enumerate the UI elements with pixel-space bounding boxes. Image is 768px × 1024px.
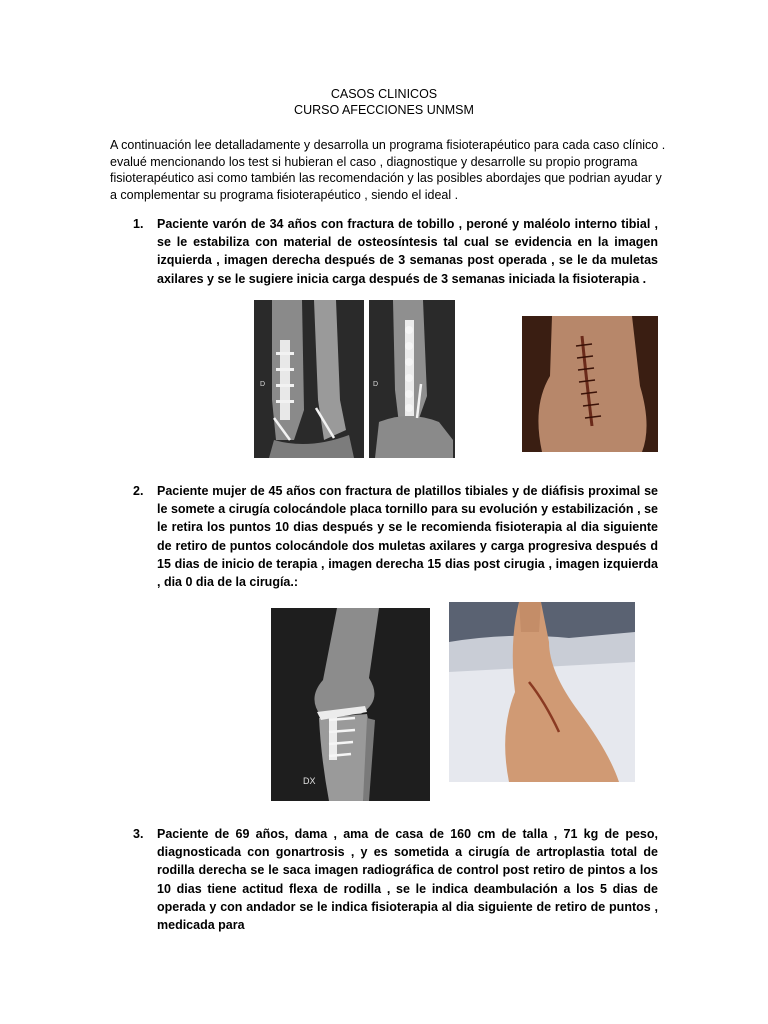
case-3 xyxy=(133,825,658,934)
xray-marker-label: D xyxy=(373,381,379,388)
ankle-xray-lateral-image xyxy=(369,300,455,458)
ankle-scar-photo xyxy=(522,316,658,452)
case-text: Paciente varón de 34 años con fractura de tobillo , peroné y maléolo interno tibial , se le estabiliza con material de osteosíntesis tal cual se evidencia en la imagen izquierda , imagen derecha después de 3 semanas post operada , se le da muletas axilares y se le sugiere inicia carga después de 3 semanas iniciada la fisioterapia . xyxy=(157,217,658,286)
case-number: 2. xyxy=(133,484,144,498)
case-1 xyxy=(133,215,658,288)
document-subtitle: CURSO AFECCIONES UNMSM xyxy=(294,103,474,117)
case-number: 1. xyxy=(133,217,144,231)
intro-paragraph: A continuación lee detalladamente y desarrolla un programa fisioterapéutico para cada caso clínico . evalué mencionando los test si hubieran el caso , diagnostique y desarrolle su propio programa fisioterapéutico asi como también las recomendación y las posibles abordajes que podrian ayudar y a complementar su programa fisioterapéutico , siendo el ideal . xyxy=(110,138,666,202)
xray-marker-label: D xyxy=(260,381,266,388)
case-number: 3. xyxy=(133,827,144,841)
case-text: Paciente mujer de 45 años con fractura de platillos tibiales y de diáfisis proximal se le somete a cirugía colocándole placa tornillo para su evolución y estabilización , se le retira los puntos 10 dias después y se le recomienda fisioterapia al dia siguiente de retiro de puntos colocándole dos muletas axilares y carga progresiva después d 15 dias de inicio de terapia , imagen derecha 15 dias post cirugia , imagen izquierda , dia 0 dia de la cirugía.: xyxy=(157,484,658,590)
case-text: Paciente de 69 años, dama , ama de casa de 160 cm de talla , 71 kg de peso, diagnosticada con gonartrosis , y es sometida a cirugía de artroplastia total de rodilla derecha se le saca imagen radiográfica de control post retiro de pintos a los 10 dias tiene actitud flexa de rodilla , se le indica deambulación a los 5 dias de operada y con andador se le indica fisioterapia al dia siguiente de retiro de puntos , medicada para xyxy=(157,827,658,933)
xray-marker-label: DX xyxy=(303,776,316,786)
ankle-xray-ap-image xyxy=(254,300,364,458)
case-2 xyxy=(133,482,658,591)
document-title: CASOS CLINICOS xyxy=(330,87,438,101)
leg-scar-photo xyxy=(449,602,635,782)
knee-xray-image xyxy=(271,608,430,801)
